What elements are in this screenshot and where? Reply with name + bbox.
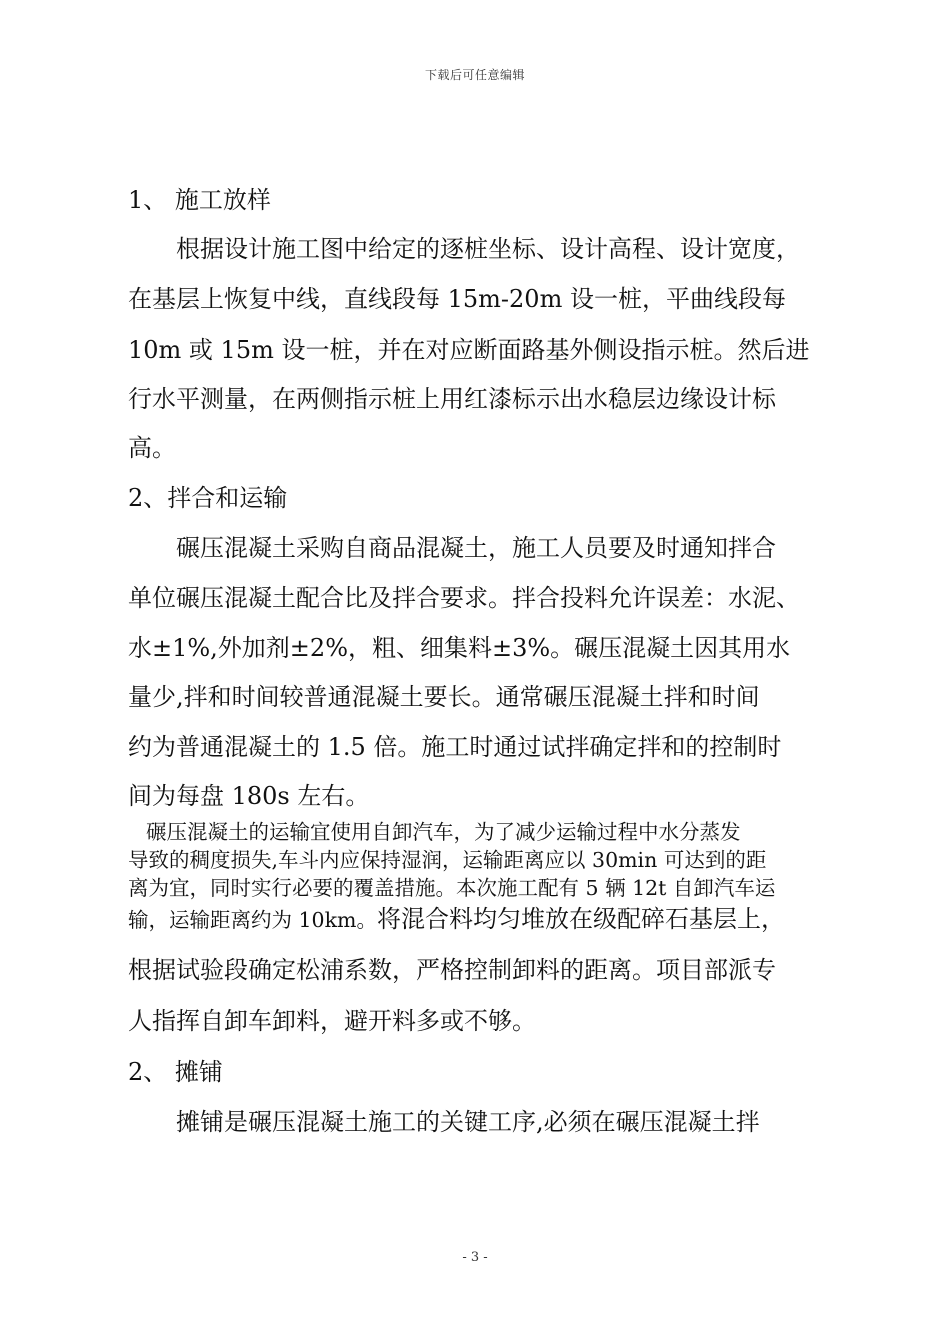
paragraph-line: 摊铺是碾压混凝土施工的关键工序,必须在碾压混凝土拌 <box>176 1108 760 1136</box>
paragraph-line: 量少,拌和时间较普通混凝土要长。通常碾压混凝土拌和时间 <box>128 683 760 711</box>
paragraph-line: 单位碾压混凝土配合比及拌合要求。拌合投料允许误差：水泥、 <box>128 584 800 612</box>
page-number: - 3 - <box>462 1250 488 1265</box>
paragraph-fragment-small: 输，运输距离约为 10km。 <box>128 908 377 932</box>
paragraph-line: 在基层上恢复中线，直线段每 15m-20m 设一桩，平曲线段每 <box>128 285 786 313</box>
paragraph-line: 行水平测量，在两侧指示桩上用红漆标示出水稳层边缘设计标 <box>128 385 776 413</box>
paragraph-line-small: 离为宜，同时实行必要的覆盖措施。本次施工配有 5 辆 12t 自卸汽车运 <box>128 876 776 900</box>
section-heading-3: 2、 摊铺 <box>128 1058 223 1086</box>
header-note: 下载后可任意编辑 <box>424 68 525 82</box>
paragraph-line: 间为每盘 180s 左右。 <box>128 782 370 810</box>
paragraph-line: 碾压混凝土采购自商品混凝土，施工人员要及时通知拌合 <box>176 534 776 562</box>
section-heading-1: 1、 施工放样 <box>128 186 271 214</box>
paragraph-line-mixed <box>128 905 785 934</box>
paragraph-line: 水±1%,外加剂±2%，粗、细集料±3%。碾压混凝土因其用水 <box>128 634 791 662</box>
section-heading-2: 2、拌合和运输 <box>128 484 288 512</box>
paragraph-fragment: 将混合料均匀堆放在级配碎石基层上， <box>376 905 785 933</box>
paragraph-line: 约为普通混凝土的 1.5 倍。施工时通过试拌确定拌和的控制时 <box>128 733 782 761</box>
paragraph-line: 根据设计施工图中给定的逐桩坐标、设计高程、设计宽度， <box>176 235 800 263</box>
paragraph-line: 根据试验段确定松浦系数，严格控制卸料的距离。项目部派专 <box>128 956 776 984</box>
paragraph-line-small: 碾压混凝土的运输宜使用自卸汽车，为了减少运输过程中水分蒸发 <box>146 820 741 844</box>
paragraph-line: 人指挥自卸车卸料，避开料多或不够。 <box>128 1007 536 1035</box>
paragraph-line: 10m 或 15m 设一桩，并在对应断面路基外侧设指示桩。然后进 <box>128 336 810 364</box>
paragraph-line-small: 导致的稠度损失,车斗内应保持湿润，运输距离应以 30min 可达到的距 <box>128 848 767 872</box>
paragraph-line: 高。 <box>128 434 176 462</box>
